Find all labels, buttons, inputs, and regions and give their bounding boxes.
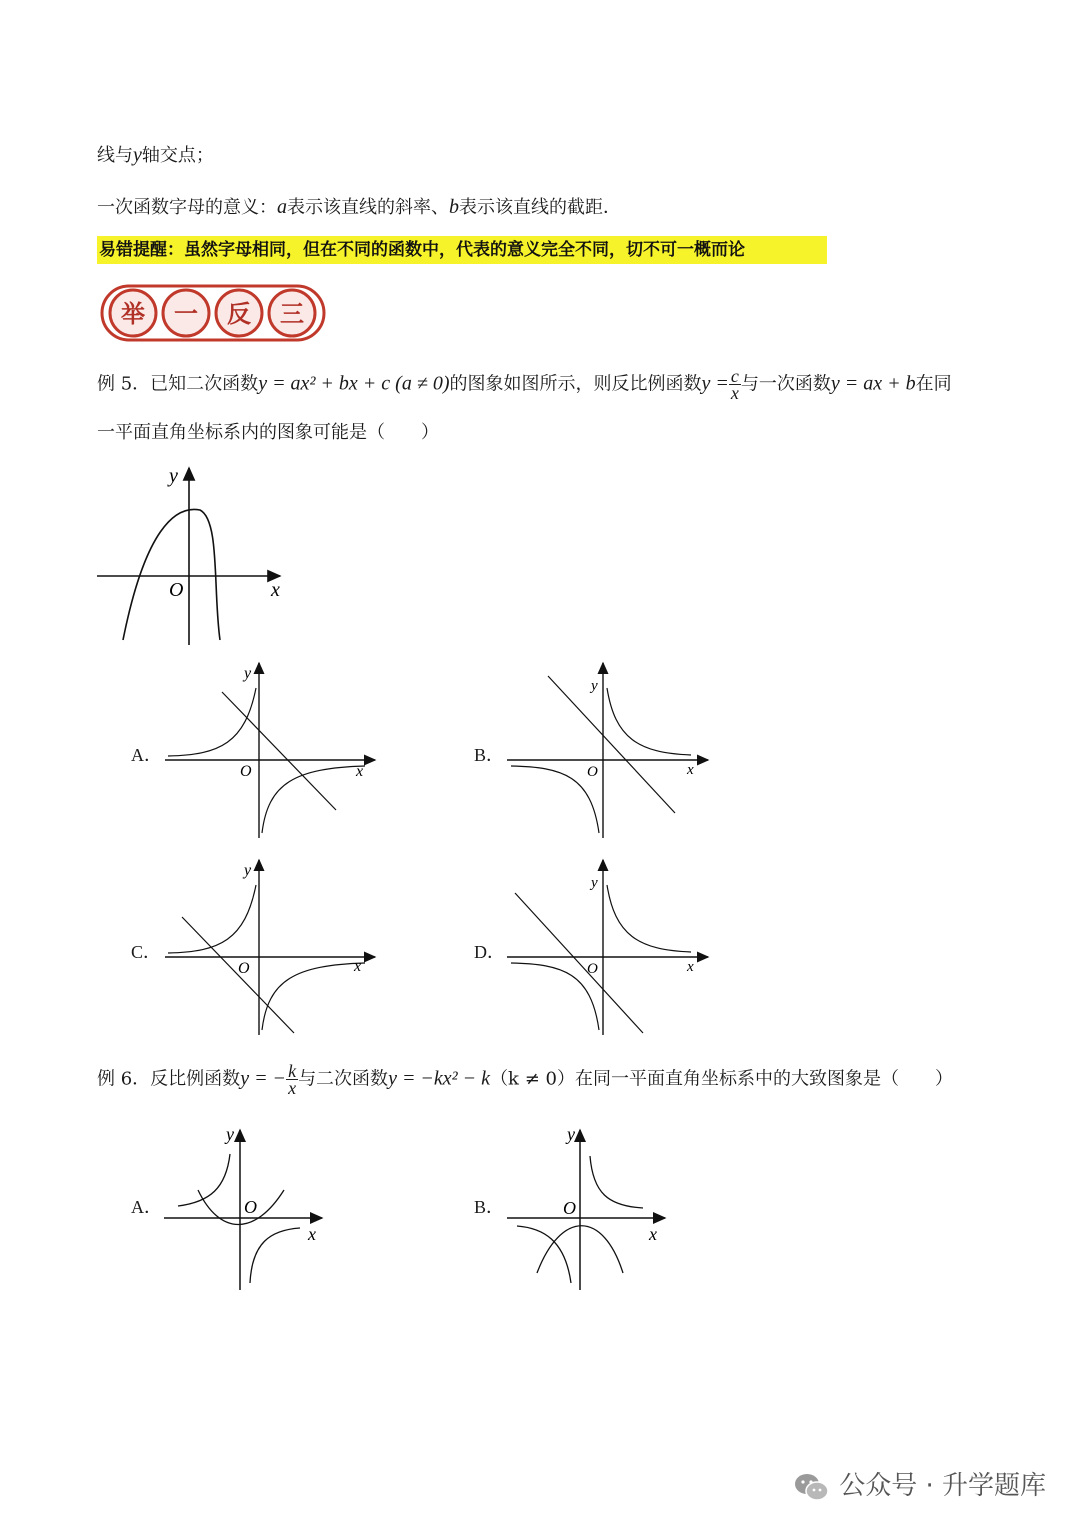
ex5-option-c-graph[interactable] — [160, 855, 380, 1040]
parabola-curve — [123, 509, 220, 640]
origin-label: O — [587, 961, 598, 977]
text-line-2 — [97, 195, 621, 220]
line2-mid: 表示该直线的斜率、 — [287, 197, 449, 218]
origin-label: O — [169, 579, 184, 601]
line2-b: b — [449, 196, 459, 218]
badge-char-1: 举 — [121, 300, 145, 328]
hyperbola-branch-right — [250, 1228, 300, 1283]
ex5-option-a-label[interactable]: A． — [131, 745, 162, 765]
origin-label: O — [240, 763, 252, 780]
x-axis-label: x — [687, 959, 694, 975]
ex5-frac-den: x — [730, 383, 739, 403]
y-axis-label: y — [591, 875, 598, 891]
hyperbola-branch-left — [517, 1226, 571, 1283]
hyperbola-branch-left — [168, 885, 256, 953]
ex6-tail: 在同一平面直角坐标系中的大致图象是（ ） — [574, 1068, 953, 1090]
ex6-eq: y = −kx² − k — [388, 1067, 491, 1090]
hyperbola-branch-left — [511, 766, 599, 833]
origin-label: O — [244, 1197, 257, 1217]
y-axis-label: y — [244, 862, 252, 879]
ex5-option-d-label[interactable]: D． — [474, 942, 505, 962]
wechat-icon — [793, 1472, 829, 1502]
ex5-given-graph — [95, 460, 295, 650]
ex5-mid2: 与一次函数 — [740, 373, 831, 395]
y-axis-label: y — [226, 1124, 234, 1144]
x-axis-label: x — [356, 763, 364, 780]
x-axis-label: x — [308, 1224, 316, 1244]
straight-line — [515, 893, 643, 1033]
ex6-yeq: y = − — [240, 1067, 287, 1090]
ex5-eq2: y = ax + b — [830, 372, 916, 395]
badge-jyfs — [100, 282, 326, 344]
ex6-frac-den: x — [288, 1078, 297, 1098]
line2-post: 表示该直线的截距． — [459, 197, 621, 218]
line2-pre: 一次函数字母的意义： — [97, 197, 277, 218]
ex5-eq1: y = ax² + bx + c (a ≠ 0) — [258, 372, 450, 395]
warning-banner — [97, 236, 827, 264]
ex6-option-b-graph[interactable] — [503, 1118, 673, 1293]
watermark-text: 公众号 · 升学题库 — [839, 1471, 1046, 1501]
badge-char-4: 三 — [280, 300, 304, 328]
hyperbola-branch-right — [262, 963, 365, 1030]
ex5-option-d-graph[interactable] — [503, 855, 713, 1040]
straight-line — [222, 692, 336, 810]
hyperbola-branch-right — [590, 1156, 643, 1208]
line1-pre: 线与 — [97, 145, 133, 166]
hyperbola-branch-left — [178, 1154, 230, 1206]
ex5-tail: 在同 — [915, 373, 952, 395]
ex5-option-a-graph[interactable] — [160, 658, 380, 843]
ex5-option-c-label[interactable]: C． — [131, 942, 162, 962]
hyperbola-branch-right — [607, 885, 691, 952]
ex5-question-line1 — [97, 368, 952, 401]
x-axis-label: x — [354, 958, 362, 975]
ex6-option-a-label[interactable]: A． — [131, 1197, 162, 1217]
hyperbola-branch-left — [511, 963, 599, 1030]
watermark — [793, 1465, 1046, 1502]
x-axis-label: x — [687, 762, 694, 778]
y-axis-label: y — [567, 1124, 575, 1144]
y-axis-label: y — [244, 665, 252, 682]
ex5-yeq: y = — [701, 372, 729, 395]
origin-label: O — [563, 1198, 576, 1218]
badge-char-2: 一 — [174, 300, 198, 328]
ex6-option-b-label[interactable]: B． — [474, 1197, 505, 1217]
parabola-curve — [198, 1190, 284, 1225]
ex5-fraction — [729, 368, 741, 401]
ex6-lead: 例 6．反比例函数 — [97, 1068, 241, 1090]
text-line-1 — [97, 143, 214, 168]
hyperbola-branch-left — [168, 688, 256, 756]
ex6-option-a-graph[interactable] — [160, 1118, 330, 1293]
ex6-cond: （k ≠ 0） — [490, 1068, 575, 1090]
ex6-frac-num: k — [288, 1061, 297, 1081]
line1-post: 轴交点； — [141, 145, 214, 166]
y-axis-label: y — [591, 678, 598, 694]
origin-label: O — [587, 764, 598, 780]
ex6-question-line — [97, 1063, 953, 1096]
ex6-fraction — [286, 1063, 298, 1096]
ex6-mid: 与二次函数 — [298, 1068, 389, 1090]
straight-line — [548, 676, 675, 813]
warning-text: 易错提醒：虽然字母相同，但在不同的函数中，代表的意义完全不同，切不可一概而论 — [99, 240, 745, 260]
ex5-lead: 例 5．已知二次函数 — [97, 373, 259, 395]
line2-a: a — [277, 196, 287, 218]
ex5-option-b-label[interactable]: B． — [474, 745, 505, 765]
origin-label: O — [238, 960, 250, 977]
x-axis-label: x — [649, 1224, 657, 1244]
ex5-frac-num: c — [730, 366, 739, 386]
badge-char-3: 反 — [227, 300, 251, 328]
hyperbola-branch-right — [607, 688, 691, 755]
ex5-question-line2: 一平面直角坐标系内的图象可能是（ ） — [97, 422, 439, 443]
line1-var: y — [133, 144, 142, 166]
y-axis-label: y — [169, 465, 178, 487]
ex5-option-b-graph[interactable] — [503, 658, 713, 843]
ex5-mid: 的图象如图所示，则反比例函数 — [449, 373, 702, 395]
hyperbola-branch-right — [262, 766, 365, 833]
x-axis-label: x — [271, 579, 280, 601]
